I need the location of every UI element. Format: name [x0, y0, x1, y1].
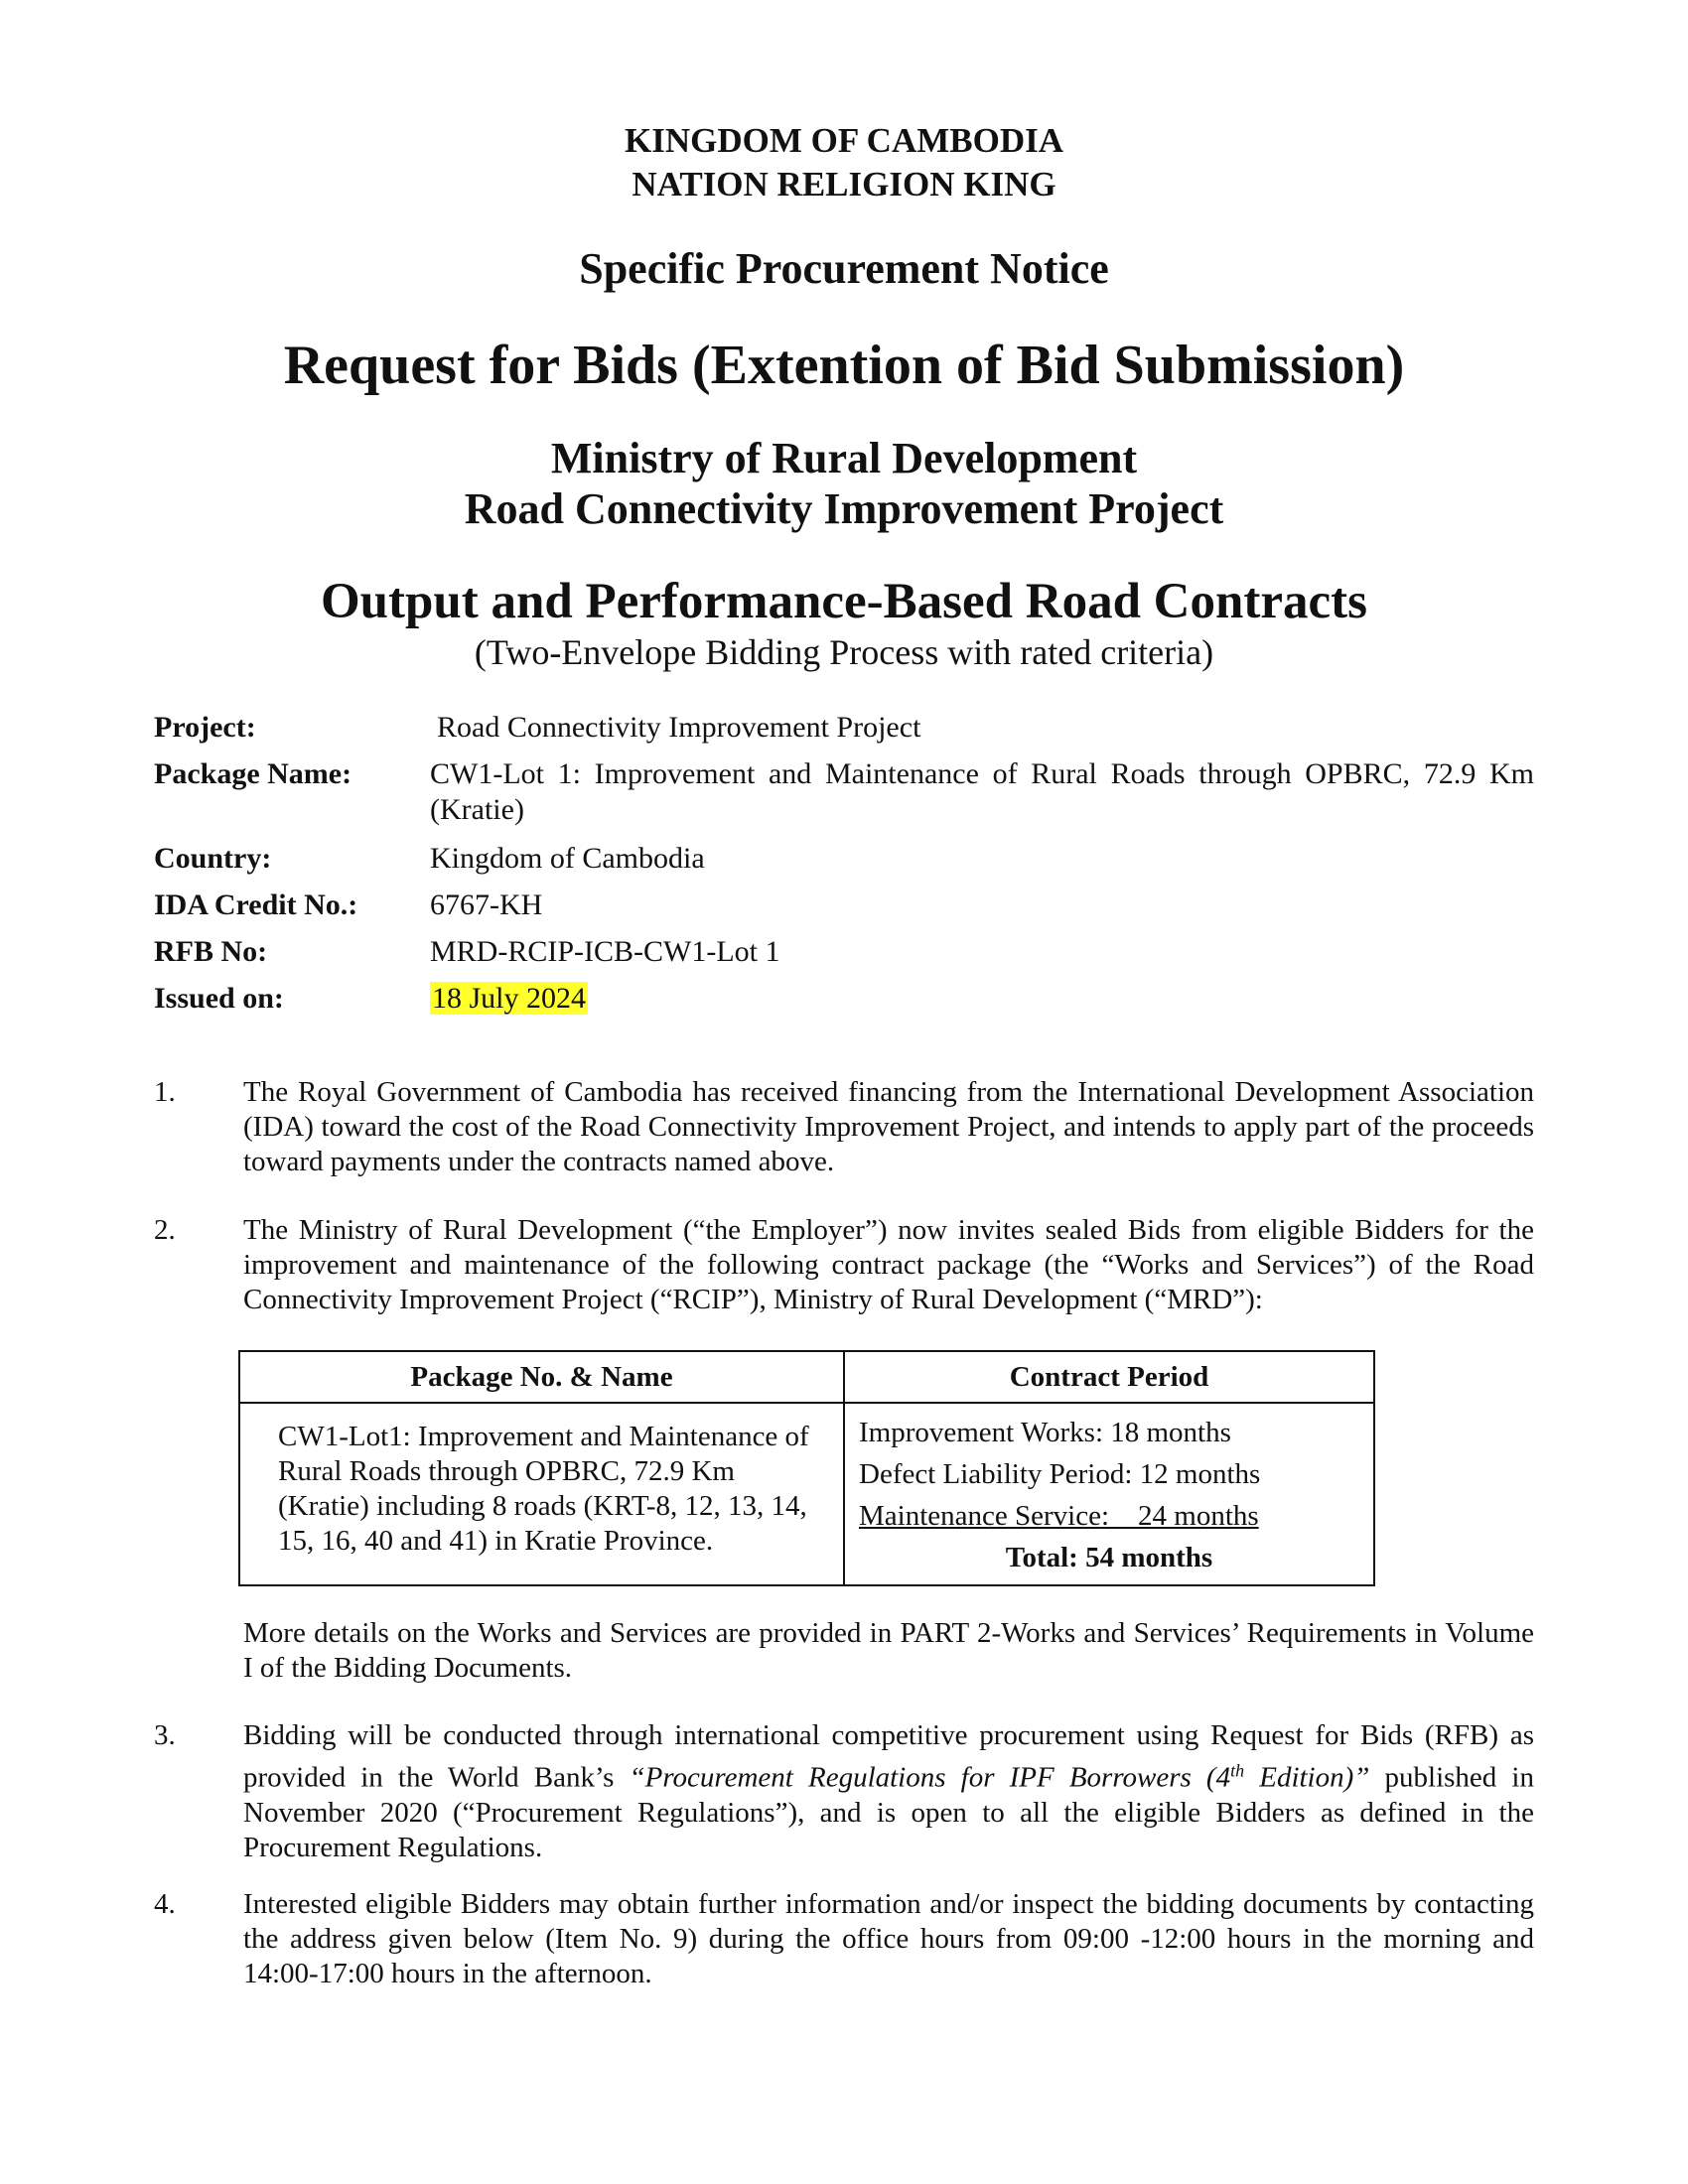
package-table-col1-header: Package No. & Name — [239, 1351, 844, 1403]
paragraph-3-number: 3. — [154, 1719, 176, 1751]
improvement-works: Improvement Works: 18 months — [859, 1417, 1231, 1448]
contract-period-total: Total: 54 months — [1005, 1542, 1213, 1573]
motto-heading: NATION RELIGION KING — [632, 165, 1056, 204]
paragraph-2-number: 2. — [154, 1214, 176, 1246]
meta-project-row — [154, 710, 1534, 746]
paragraph-1-number: 1. — [154, 1076, 176, 1108]
meta-rfb-value: MRD-RCIP-ICB-CW1-Lot 1 — [430, 935, 780, 968]
meta-rfb-row — [154, 934, 1534, 970]
package-description: CW1-Lot1: Improvement and Maintenance of Rural Roads through OPBRC, 72.9 Km (Kratie) including 8 roads (KRT-8, 12, 13, 14, 15, 16, 40 and 41) in Kratie Province. — [278, 1421, 809, 1557]
paragraph-3-text — [243, 1718, 1534, 1865]
meta-country-label: Country: — [154, 842, 272, 875]
maintenance-service: Maintenance Service: 24 months — [859, 1500, 1259, 1532]
contract-type-heading: Output and Performance-Based Road Contracts — [321, 574, 1367, 629]
notice-type-heading: Specific Procurement Notice — [579, 244, 1109, 293]
meta-package-label: Package Name: — [154, 757, 352, 790]
package-table-row — [239, 1403, 1374, 1585]
paragraph-2-text: The Ministry of Rural Development (“the Employer”) now invites sealed Bids from eligible Bidders for the improvement and maintenance of the following contract package (the “Works and Services”) of the Road Connectivity Improvement Project (“RCIP”), Ministry of Rural Development (“MRD”): — [243, 1214, 1534, 1315]
meta-project-value: Road Connectivity Improvement Project — [437, 711, 921, 744]
project-heading: Road Connectivity Improvement Project — [464, 484, 1224, 533]
package-table — [238, 1350, 1375, 1586]
regulations-title-sup: th — [1230, 1760, 1245, 1780]
meta-rfb-label: RFB No: — [154, 935, 268, 968]
meta-country-row — [154, 841, 1534, 877]
meta-credit-row — [154, 887, 1534, 923]
notice-title: Request for Bids (Extention of Bid Submission) — [283, 335, 1405, 396]
ministry-heading: Ministry of Rural Development — [550, 434, 1138, 482]
package-table-header-row — [239, 1351, 1374, 1403]
meta-issued-value-wrap — [430, 981, 1534, 1017]
meta-project-label: Project: — [154, 711, 256, 744]
paragraph-3-text-a: Bidding will be conducted through international competitive procurement using Request for Bids (RFB) as provided in the World Bank’s — [243, 1719, 1534, 1794]
meta-credit-value: 6767-KH — [430, 888, 543, 921]
paragraph-1-text: The Royal Government of Cambodia has received financing from the International Development Association (IDA) toward the cost of the Road Connectivity Improvement Project, and intends to apply part of the proceeds toward payments under the contracts named above. — [243, 1076, 1534, 1177]
package-table-col2-header: Contract Period — [844, 1351, 1374, 1403]
meta-package-value: CW1-Lot 1: Improvement and Maintenance of Rural Roads through OPBRC, 72.9 Km (Kratie) — [430, 757, 1534, 826]
defect-liability-period: Defect Liability Period: 12 months — [859, 1458, 1261, 1490]
paragraph-3-text-b: published in November 2020 (“Procurement Regulations”), and is open to all the eligible Bidders as defined in the Procurement Regulations. — [243, 1761, 1534, 1863]
package-description-cell — [239, 1403, 844, 1585]
country-heading: KINGDOM OF CAMBODIA — [624, 121, 1063, 160]
contract-period-cell — [844, 1403, 1374, 1585]
process-subheading: (Two-Envelope Bidding Process with rated criteria) — [474, 632, 1214, 672]
paragraph-4-text: Interested eligible Bidders may obtain further information and/or inspect the bidding documents by contacting the address given below (Item No. 9) during the office hours from 09:00 -12:00 hours in the morning and 14:00-17:00 hours in the afternoon. — [243, 1888, 1534, 1989]
meta-issued-label: Issued on: — [154, 982, 284, 1015]
meta-credit-label: IDA Credit No.: — [154, 888, 358, 921]
regulations-title-a: “Procurement Regulations for IPF Borrowers (4 — [629, 1761, 1231, 1794]
meta-issued-row — [154, 981, 1534, 1017]
meta-package-row — [154, 756, 1534, 828]
more-details-text: More details on the Works and Services are provided in PART 2-Works and Services’ Requirements in Volume I of the Bidding Documents. — [243, 1617, 1534, 1684]
paragraph-4-number: 4. — [154, 1888, 176, 1920]
issued-date-highlight: 18 July 2024 — [432, 982, 587, 1015]
regulations-title-b: Edition)” — [1244, 1761, 1370, 1794]
meta-country-value: Kingdom of Cambodia — [430, 842, 705, 875]
